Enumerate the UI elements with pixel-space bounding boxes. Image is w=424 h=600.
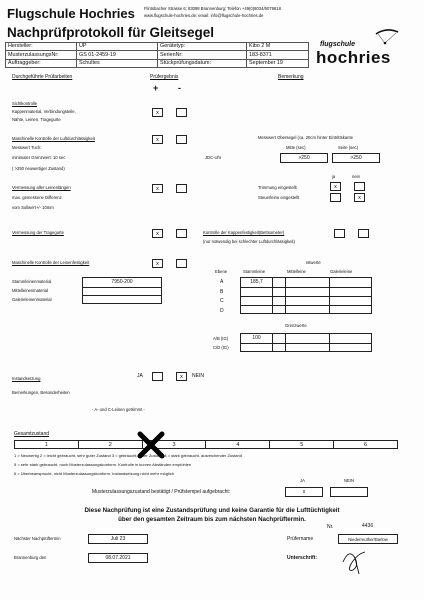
- stammleine-col: Stammleine: [243, 269, 266, 274]
- info-row: [6, 59, 309, 67]
- logo-text-top: flugschule: [320, 41, 356, 48]
- leinen-minus-checkbox[interactable]: [176, 259, 187, 268]
- verm-minus-checkbox[interactable]: [176, 184, 187, 193]
- info-label: Hersteller:: [6, 43, 77, 51]
- galerieleine-col: Galerieleine: [330, 269, 353, 274]
- condition-1[interactable]: 1: [15, 441, 79, 448]
- notice-line1: Diese Nachprüfung ist eine Zustandsprüfung und keine Garantie für die Lufttüchtigkeit: [84, 507, 340, 514]
- grenzwerte-grid: [240, 333, 372, 352]
- muster-ja-box[interactable]: x: [285, 487, 323, 497]
- ort-date-field[interactable]: 08.07.2021: [88, 553, 148, 563]
- leinen-title: Maschinelle Kontrolle der Leinenfestigkeit: [12, 260, 90, 265]
- mittelleine-col: Mittelleine: [287, 269, 306, 274]
- galerie-mat-label: Galerieleinenmaterial: [12, 297, 52, 302]
- legend-line1: 1 = Neuwertig 2 = leicht gebraucht, sehr guter Zustand 3 = gebraucht, guter Zustand 4 = stark gebraucht, ausreichender Zustand: [14, 453, 242, 458]
- cd-label: C/D (tG): [213, 345, 229, 350]
- notice-line2: über den gesamten Zeitraum bis zum nächsten Nachprüftermin.: [118, 516, 306, 523]
- nein-label: nein: [352, 174, 360, 179]
- bemerk-label: Bemerkungen, Besonderheiten: [12, 390, 70, 395]
- muster-ja-label: JA: [300, 478, 305, 483]
- istwerte-grid: [240, 277, 372, 314]
- pruefname-label: Prüfername: [287, 536, 314, 542]
- material-grid: [82, 277, 162, 304]
- sicht-plus-checkbox[interactable]: x: [152, 108, 163, 117]
- web-line: www.flugschule-hochries.de; email: info@flugschule-hochries.de: [144, 13, 264, 18]
- info-table: [5, 42, 309, 68]
- kappe-plus-checkbox[interactable]: [334, 229, 345, 238]
- muster-label: Musterzulassungszustand bestätigt / Prüfstempel aufgebracht:: [92, 489, 231, 495]
- trimmung-ja-checkbox[interactable]: x: [330, 182, 341, 191]
- grenzwerte-label: Grenzwerte: [285, 323, 307, 328]
- condition-6[interactable]: 6: [364, 441, 368, 448]
- gesamt-title: Gesamtzustand: [14, 431, 50, 437]
- luft-remark: Messwert Obersegel (ca. 20cm hinter Eintrittskante: [258, 135, 353, 140]
- trage-plus-checkbox[interactable]: x: [152, 229, 163, 238]
- ab-label: A/B (tG): [213, 336, 229, 341]
- kappe-sub: (nur notwendig bei schlechter Luftdurchlässigkeit): [203, 239, 295, 244]
- sicht-line1: Kappenmaterial, Verbindungsteile,: [12, 109, 76, 114]
- steuer-ja-checkbox[interactable]: [330, 193, 341, 202]
- school-logo: [314, 28, 418, 66]
- instand-title: Instandsetzung: [12, 376, 41, 381]
- steuer-nein-checkbox[interactable]: x: [354, 193, 365, 202]
- sicht-title: Sichtkontrolle: [12, 101, 38, 106]
- luft-line2: minimaler Grenzwert: 10 sec: [12, 155, 66, 160]
- muster-nein-label: NEIN: [344, 478, 355, 483]
- jdc-label: JDC-Uhr: [205, 155, 222, 160]
- luft-plus-checkbox[interactable]: x: [152, 135, 163, 144]
- col-remarks-header: Bemerkung: [278, 74, 304, 80]
- info-value: UP: [77, 43, 158, 51]
- ebene-b: B: [220, 289, 224, 295]
- info-value: Schultes: [77, 59, 158, 67]
- verm-line2: vom Sollwert+/- 10mm: [12, 205, 54, 210]
- seite-value-field[interactable]: >250: [332, 153, 380, 163]
- luft-line3: ( >250 neuwertiger Zustand): [12, 166, 65, 171]
- sicht-line2: Nähte, Leinen, Tragegurte: [12, 117, 61, 122]
- plus-header: +: [153, 83, 159, 93]
- condition-5[interactable]: 5: [270, 441, 334, 448]
- info-label: Auftraggeber:: [6, 59, 77, 67]
- steuer-label: Steuerleine eingestellt: [258, 195, 300, 200]
- verm-line1: max. gemessene Differenz: [12, 195, 62, 200]
- legend-line3: 6 = Überbeansprucht, nicht Musterzulassungskonform, Instandsetzung nicht mehr möglich: [14, 471, 174, 476]
- nr-value: 4436: [362, 523, 374, 529]
- next-date-field[interactable]: Juli 23: [88, 534, 148, 544]
- legend-line2: 5 = sehr stark gebraucht, noch Musterzulassungskonform. Kontrolle in kurzen Abständen empfohlen: [14, 462, 192, 467]
- bemerk-text: - A- und C-Leinen getrimmt -: [92, 407, 145, 412]
- ebene-c: C: [220, 298, 224, 304]
- info-value: 183-8371: [247, 51, 309, 59]
- trage-minus-checkbox[interactable]: [176, 229, 187, 238]
- verm-title: Vermessung aller Leinenlängen: [12, 185, 71, 190]
- luft-line1: Messwert Tuch:: [12, 145, 42, 150]
- instand-nein-label: NEIN: [192, 373, 204, 379]
- address-line: Flintsbacher Strasse 6; 83098 Brannenburg; Telefon +49(0)8034/6079618: [144, 6, 281, 11]
- info-label: Stückprüfungsdatum:: [158, 59, 247, 67]
- ebene-label: Ebene: [215, 269, 228, 274]
- seite-label: Seite (sec): [338, 145, 359, 150]
- condition-4[interactable]: 4: [206, 441, 270, 448]
- next-date-label: Nächster Nachprüftermin: [14, 536, 61, 541]
- muster-nein-box[interactable]: [330, 487, 368, 497]
- stamm-mat-label: Stammleinenmaterial: [12, 279, 52, 284]
- pruefname-field[interactable]: Niederreuther/Barlow: [338, 534, 398, 544]
- col-work-header: Durchgeführte Prüfarbeiten: [12, 74, 73, 80]
- info-row: [6, 43, 309, 51]
- instand-ja-checkbox[interactable]: [152, 372, 163, 381]
- condition-2[interactable]: 2: [79, 441, 143, 448]
- a-stamm-value[interactable]: 185,7: [250, 279, 263, 285]
- ebene-a: A: [220, 279, 224, 285]
- leinen-plus-checkbox[interactable]: x: [152, 259, 163, 268]
- sicht-minus-checkbox[interactable]: [176, 108, 187, 117]
- trage-title: Vermessung der Tragegurte: [12, 230, 64, 235]
- stamm-mat-value[interactable]: 7950-200: [111, 279, 133, 285]
- brand-title: Flugschule Hochries: [7, 6, 135, 21]
- info-row: [6, 51, 309, 59]
- handwritten-signature: [335, 542, 375, 576]
- istwerte-label: Istwerte: [306, 260, 321, 265]
- instand-nein-checkbox[interactable]: x: [176, 372, 187, 381]
- info-label: Gerätetyp:: [158, 43, 247, 51]
- mittel-mat-label: Mittelleinenmaterial: [12, 288, 49, 293]
- nr-label: Nr.: [327, 524, 334, 530]
- info-label: MusterzulassungsNr:: [6, 51, 77, 59]
- instand-ja-label: JA: [137, 373, 143, 379]
- signature-label: Unterschrift:: [287, 555, 318, 561]
- kappe-minus-checkbox[interactable]: [358, 229, 369, 238]
- logo-text-main: hochries: [316, 48, 391, 67]
- minus-header: -: [178, 83, 181, 93]
- ebene-d: D: [220, 308, 224, 314]
- ab-value[interactable]: 100: [252, 335, 261, 341]
- kappe-title: Kontrolle der Kappenfestigkeit(Bettsometer): [203, 230, 285, 235]
- ja-label: ja: [332, 174, 336, 179]
- info-label: SerienNr:: [158, 51, 247, 59]
- ort-label: Brannenburg den: [14, 555, 47, 560]
- trimmung-nein-checkbox[interactable]: [354, 182, 365, 191]
- condition-scale: [14, 440, 398, 449]
- info-value: September 19: [247, 59, 309, 67]
- mitte-value-field[interactable]: >250: [280, 153, 328, 163]
- info-value: Kibo 2 M: [247, 43, 309, 51]
- doc-title: Nachprüfprotokoll für Gleitsegel: [7, 25, 215, 40]
- trimmung-label: Trimmung eingestellt: [258, 185, 297, 190]
- info-value: GS 01-2459-19: [77, 51, 158, 59]
- condition-3[interactable]: 3: [143, 441, 207, 448]
- luft-minus-checkbox[interactable]: [176, 135, 187, 144]
- verm-plus-checkbox[interactable]: x: [152, 184, 163, 193]
- mitte-label: Mitte (sec): [286, 145, 306, 150]
- luft-title: Maschinelle Kontrolle der Luftdurchlässigkeit: [12, 136, 95, 141]
- col-result-header: Prüfergebnis: [150, 74, 179, 80]
